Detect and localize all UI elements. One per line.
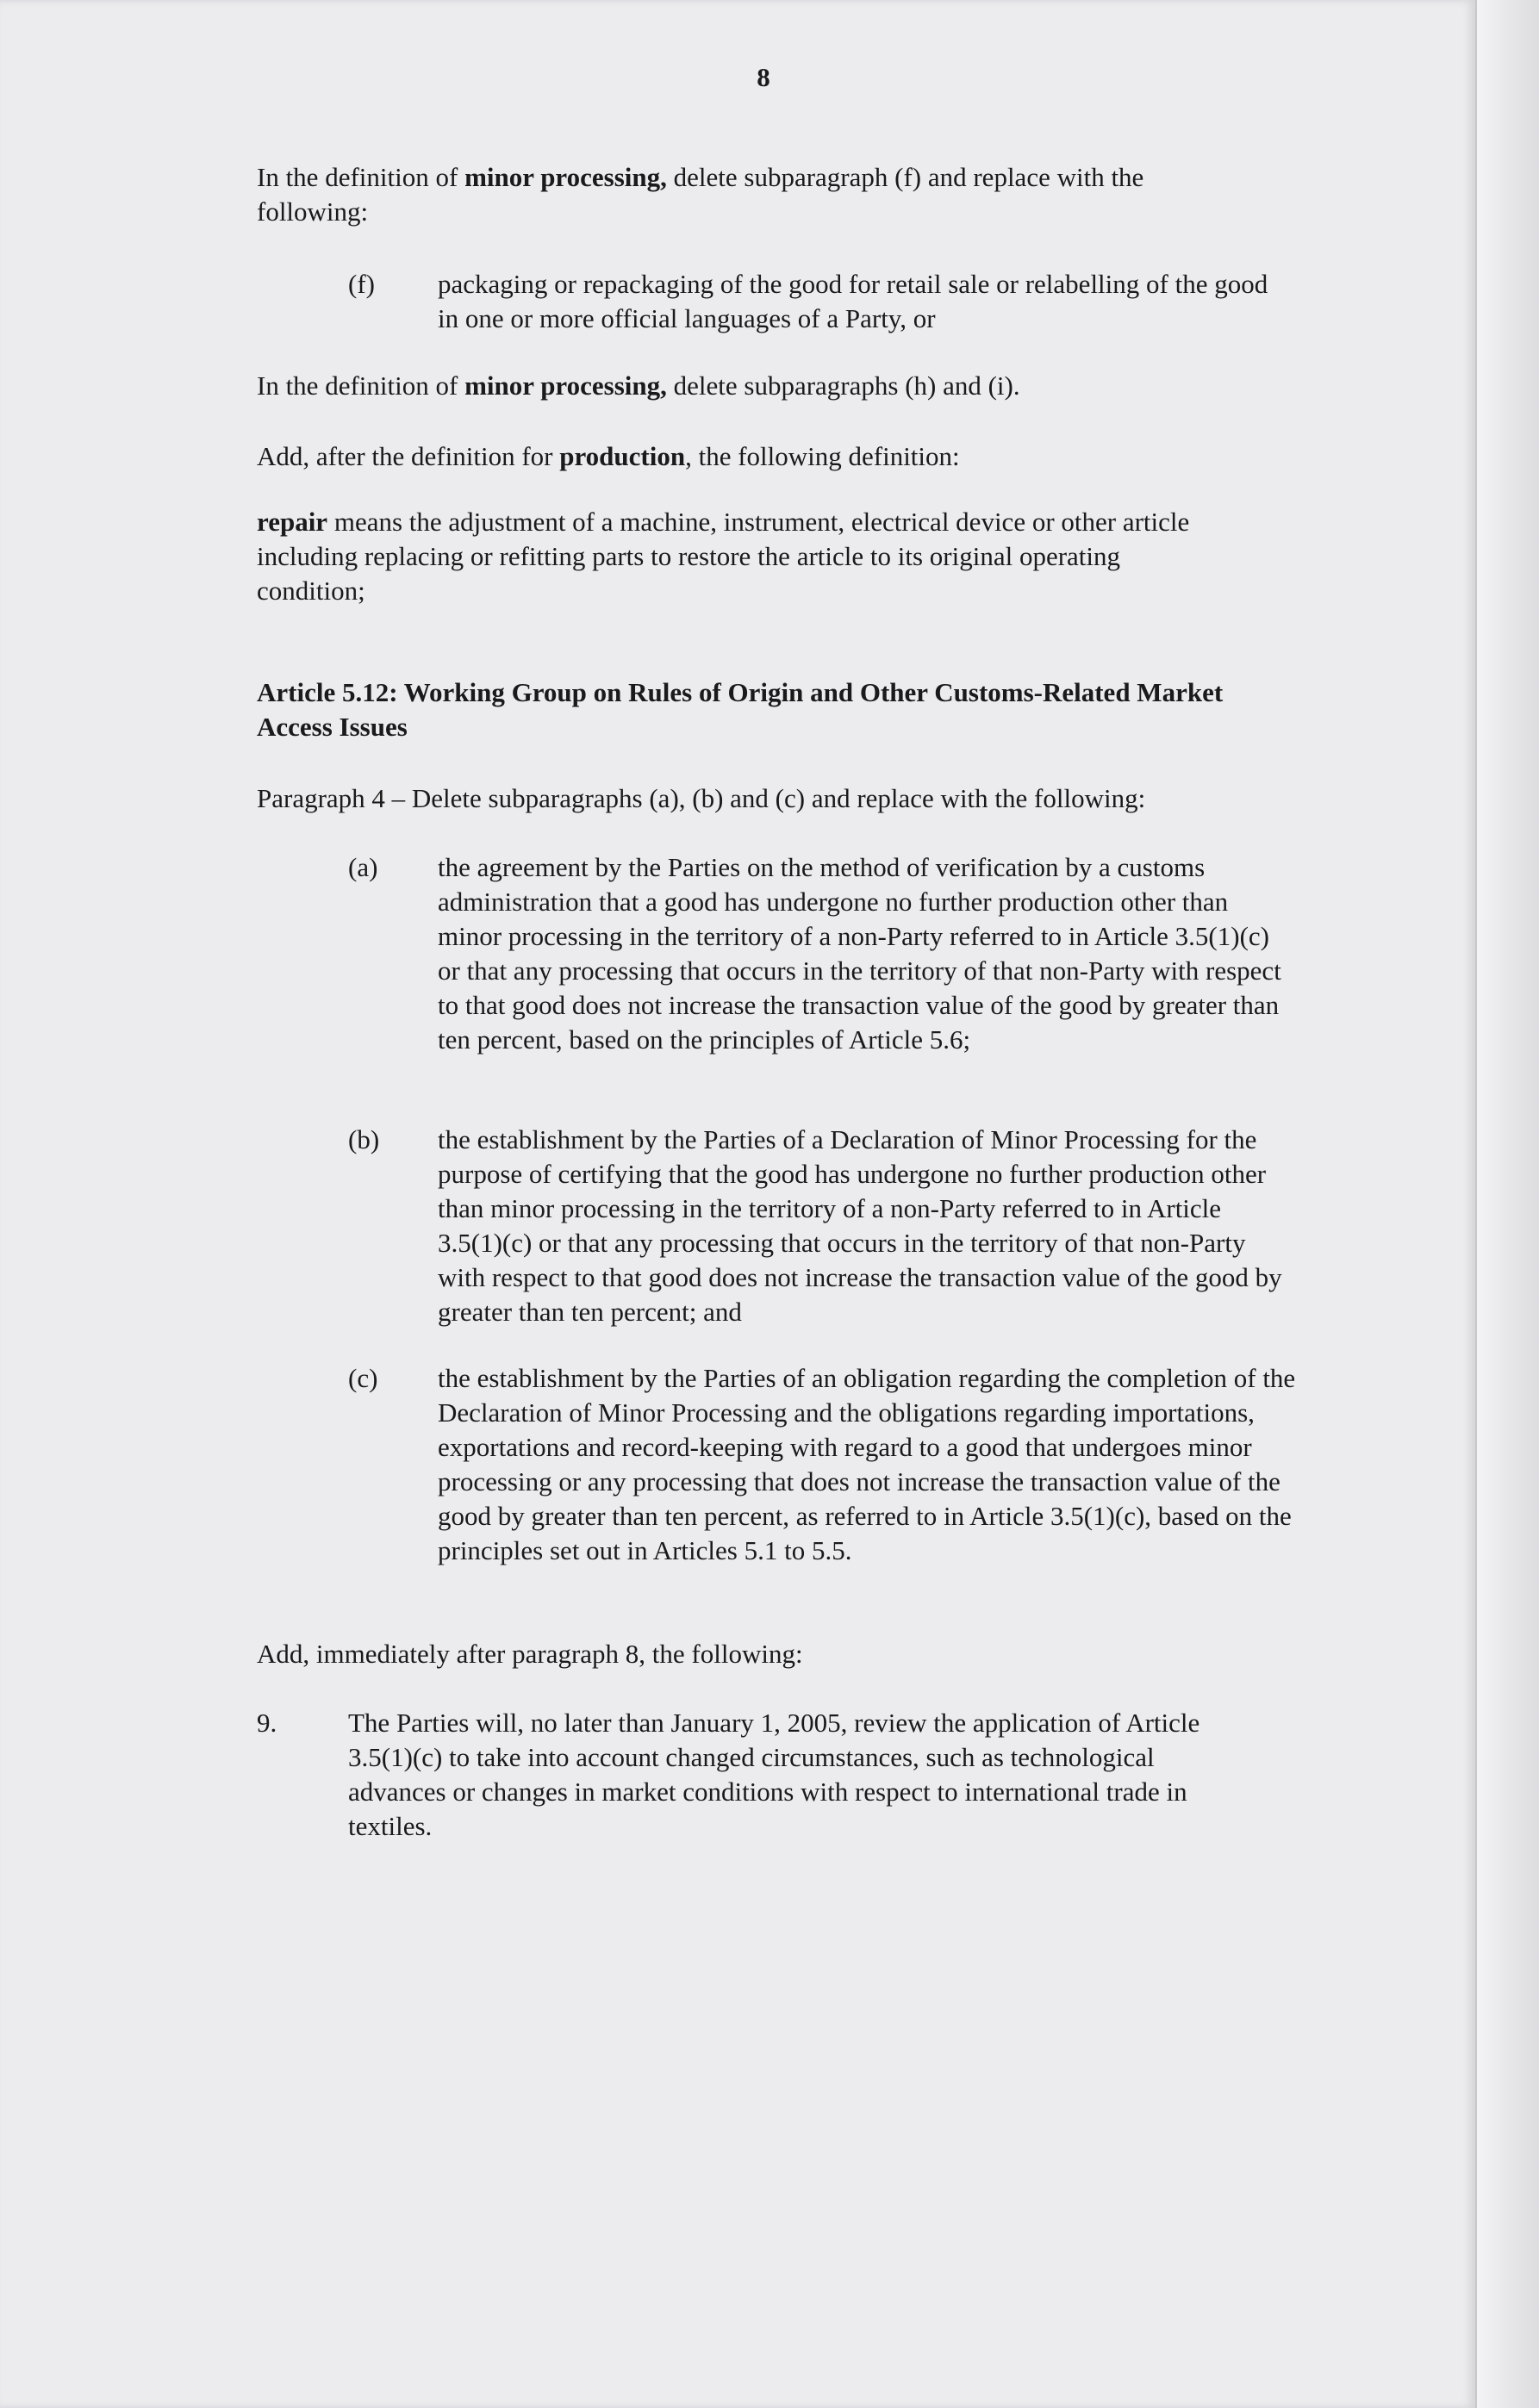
paragraph-suffix: delete subparagraph (f) and replace with the following: <box>257 162 1144 227</box>
subparagraph-c-text: the establishment by the Parties of an obligation regarding the completion of the Declaration of Minor Processing and the obligations regarding importations, exportations and record-keeping with regard to a good that undergoes minor processing or any processing that does not increase the transaction value of the good by greater than ten percent, as referred to in Article 3.5(1)(c), based on the principles set out in Articles 5.1 to 5.5. <box>438 1363 1296 1565</box>
article-heading: Article 5.12: Working Group on Rules of Origin and Other Customs-Related Market Access Issues <box>257 677 1224 742</box>
subparagraph-label-c: (c) <box>348 1363 378 1393</box>
defined-term: minor processing, <box>464 162 667 192</box>
paragraph-suffix: means the adjustment of a machine, instrument, electrical device or other article including replacing or refitting parts to restore the article to its original operating condition; <box>257 507 1190 606</box>
subparagraph-label-f: (f) <box>348 269 375 299</box>
paragraph-minor-processing-f <box>257 160 1256 229</box>
subparagraph-label-a: (a) <box>348 852 378 882</box>
paragraph-suffix: , the following definition: <box>685 441 960 471</box>
paragraph-prefix: Add, after the definition for <box>257 441 560 471</box>
paragraph-add-definition <box>257 439 1256 474</box>
defined-term: repair <box>257 507 328 537</box>
paragraph-prefix: In the definition of <box>257 162 465 192</box>
paragraph-repair-definition <box>257 505 1213 608</box>
subparagraph-a-text: the agreement by the Parties on the method of verification by a customs administration that a good has undergone no further production other than minor processing in the territory of a non-Party referred to in Article 3.5(1)(c) or that any processing that occurs in the territory of that non-Party with respect to that good does not increase the transaction value of the good by greater than ten percent, based on the principles of Article 5.6; <box>438 852 1281 1055</box>
paragraph-4-instruction: Paragraph 4 – Delete subparagraphs (a), (b) and (c) and replace with the following: <box>257 783 1146 813</box>
subparagraph-b-text: the establishment by the Parties of a Declaration of Minor Processing for the purpose of certifying that the good has undergone no further production other than minor processing in the territory of a non-Party referred to in Article 3.5(1)(c) or that any processing that occurs in the territory of that non-Party with respect to that good does not increase the transaction value of the good by greater than ten percent; and <box>438 1124 1282 1327</box>
paragraph-add-after-8: Add, immediately after paragraph 8, the following: <box>257 1639 803 1669</box>
paragraph-minor-processing-h-i <box>257 369 1256 403</box>
paragraph-9-text: The Parties will, no later than January 1, 2005, review the application of Article 3.5(1)(c) to take into account changed circumstances, such as technological advances or changes in market conditions with respect to international trade in textiles. <box>348 1708 1200 1841</box>
defined-term: minor processing, <box>464 370 667 401</box>
paragraph-suffix: delete subparagraphs (h) and (i). <box>666 370 1020 401</box>
defined-term: production <box>559 441 686 471</box>
subparagraph-label-b: (b) <box>348 1124 380 1154</box>
page-edge <box>1475 0 1539 2408</box>
paragraph-label-9: 9. <box>257 1708 277 1738</box>
paragraph-prefix: In the definition of <box>257 370 465 401</box>
page-number: 8 <box>757 62 770 92</box>
subparagraph-f-text: packaging or repackaging of the good for retail sale or relabelling of the good in one or more official languages of a Party, or <box>438 269 1268 333</box>
